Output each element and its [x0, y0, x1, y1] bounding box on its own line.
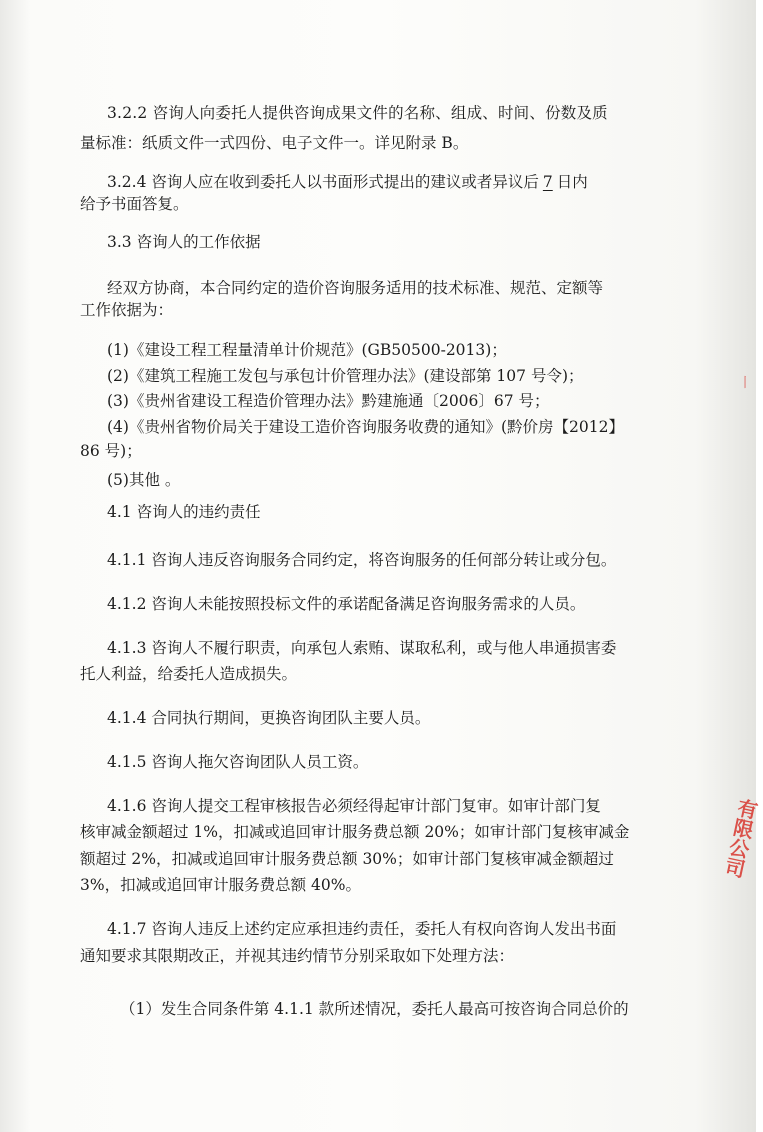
clause-4-1-1: 4.1.1 咨询人违反咨询服务合同约定，将咨询服务的任何部分转让或分包。 [107, 551, 617, 569]
section-4-1-heading: 4.1 咨询人的违约责任 [107, 503, 261, 521]
penalty-clause-1: （1）发生合同条件第 4.1.1 款所述情况，委托人最高可按咨询合同总价的 [120, 1000, 629, 1018]
basis-list-item: (3)《贵州省建设工程造价管理办法》黔建施通〔2006〕67 号； [107, 392, 550, 410]
clause-4-1-5: 4.1.5 咨询人拖欠咨询团队人员工资。 [107, 753, 369, 771]
clause-3-2-4-line-2: 给予书面答复。 [80, 195, 189, 213]
basis-list-item: (4)《贵州省物价局关于建设工造价咨询服务收费的通知》(黔价房【2012】 [107, 418, 624, 436]
section-3-3-heading: 3.3 咨询人的工作依据 [107, 233, 261, 251]
seal-fragment-mark: 〡 [736, 375, 752, 389]
clause-4-1-6-line-1: 4.1.6 咨询人提交工程审核报告必须经得起审计部门复审。如审计部门复 [107, 797, 601, 815]
basis-list-item: (2)《建筑工程施工发包与承包计价管理办法》(建设部第 107 号令)； [107, 367, 584, 385]
clause-4-1-2: 4.1.2 咨询人未能按照投标文件的承诺配备满足咨询服务需求的人员。 [107, 595, 586, 613]
clause-4-1-6-line-4: 3%，扣减或追回审计服务费总额 40%。 [80, 876, 361, 894]
clause-4-1-3-line-2: 托人利益，给委托人造成损失。 [80, 665, 298, 683]
clause-3-2-2-line-1: 3.2.2 咨询人向委托人提供咨询成果文件的名称、组成、时间、份数及质 [107, 104, 608, 122]
basis-list-item: (5)其他 。 [107, 471, 181, 489]
basis-list-item: (1)《建设工程工程量清单计价规范》(GB50500-2013)； [107, 341, 507, 359]
company-seal-text: 有限公司 [719, 796, 761, 880]
clause-3-2-4-unit: 日内 [556, 173, 588, 191]
clause-4-1-7-line-2: 通知要求其限期改正，并视其违约情节分别采取如下处理方法： [80, 947, 515, 965]
clause-4-1-3-line-1: 4.1.3 咨询人不履行职责，向承包人索贿、谋取私利，或与他人串通损害委 [107, 639, 617, 657]
basis-list-item-continuation: 86 号)； [80, 442, 142, 460]
clause-4-1-6-line-2: 核审减金额超过 1%，扣减或追回审计服务费总额 20%；如审计部门复核审减金 [80, 823, 630, 841]
clause-4-1-4: 4.1.4 合同执行期间，更换咨询团队主要人员。 [107, 709, 431, 727]
reply-days-value: 7 [542, 173, 553, 191]
clause-3-2-2-line-2: 量标准：纸质文件一式四份、电子文件一。详见附录 B。 [80, 134, 469, 152]
clause-4-1-6-line-3: 额超过 2%，扣减或追回审计服务费总额 30%；如审计部门复核审减金额超过 [80, 850, 614, 868]
company-seal-fragment [719, 790, 761, 930]
basis-paragraph-line-1: 经双方协商，本合同约定的造价咨询服务适用的技术标准、规范、定额等 [107, 279, 604, 297]
clause-4-1-7-line-1: 4.1.7 咨询人违反上述约定应承担违约责任，委托人有权向咨询人发出书面 [107, 920, 617, 938]
basis-paragraph-line-2: 工作依据为： [80, 301, 174, 319]
clause-3-2-4-line-1 [107, 172, 588, 192]
clause-3-2-4-text: 3.2.4 咨询人应在收到委托人以书面形式提出的建议或者异议后 [107, 173, 539, 191]
